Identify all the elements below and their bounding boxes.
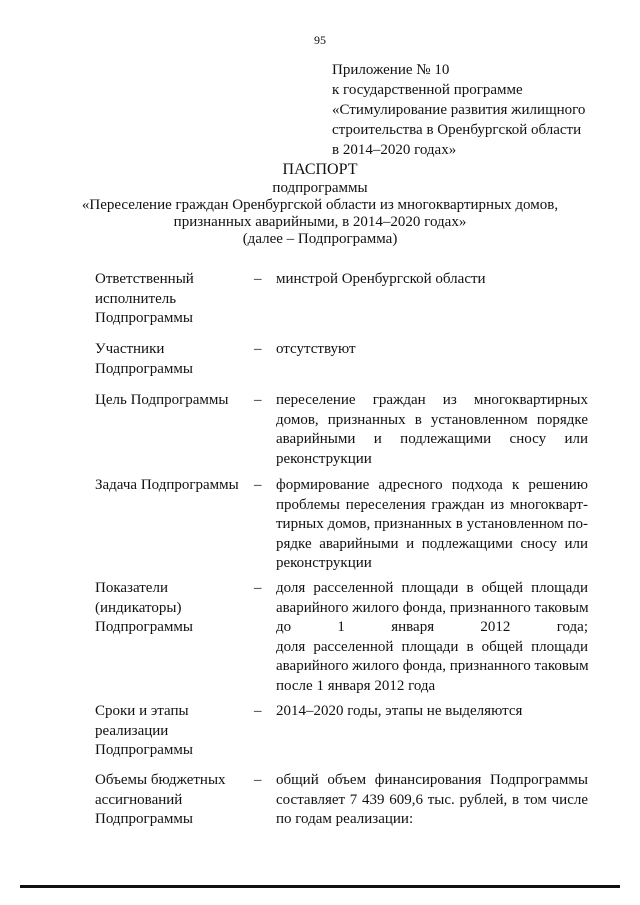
row-value-line: по годам реализации: xyxy=(276,811,414,827)
row-value-line: до 1 января 2012 года; xyxy=(276,619,588,635)
row-label-line: Подпрограммы xyxy=(95,310,193,326)
appendix-line: к государственной программе xyxy=(332,82,523,98)
title-block xyxy=(0,160,640,248)
row-label xyxy=(95,702,245,761)
row-label-line: Подпрограммы xyxy=(95,811,193,827)
row-label-line: Объемы бюджетных xyxy=(95,772,226,788)
row-label-line: Подпрограммы xyxy=(95,619,193,635)
row-value-line: формирование адресного подхода к решению xyxy=(276,477,588,493)
row-dash: – xyxy=(254,772,262,788)
row-value-line: 2014–2020 годы, этапы не выделяются xyxy=(276,703,523,719)
row-dash: – xyxy=(254,341,262,357)
row-label-line: Подпрограммы xyxy=(95,742,193,758)
row-value-line: переселение граждан из многоквартирных xyxy=(276,392,588,408)
subprogram-name-line: признанных аварийными, в 2014–2020 годах» xyxy=(173,214,467,230)
row-label xyxy=(95,270,245,329)
document-title: ПАСПОРТ xyxy=(282,161,358,178)
row-dash: – xyxy=(254,580,262,596)
row-value-line: общий объем финансирования Подпрограммы xyxy=(276,772,588,788)
row-dash: – xyxy=(254,703,262,719)
row-label xyxy=(95,771,245,830)
row-value xyxy=(276,340,588,360)
row-value-line: после 1 января 2012 года xyxy=(276,677,436,694)
row-value-line: домов, признанных в установленном порядке xyxy=(276,411,588,428)
page-number: 95 xyxy=(314,33,326,47)
row-value xyxy=(276,579,588,696)
row-label-line: Показатели xyxy=(95,580,168,596)
row-dash: – xyxy=(254,477,262,493)
appendix-line: «Стимулирование развития жилищного xyxy=(332,102,586,118)
row-value xyxy=(276,476,588,574)
row-label-line: Подпрограммы xyxy=(95,360,193,377)
row-value xyxy=(276,771,588,830)
row-value-line: доля расселенной площади в общей площади xyxy=(276,580,588,596)
row-value xyxy=(276,391,588,469)
bottom-divider xyxy=(20,885,620,888)
row-value-line: рядке аварийными и подлежащими сносу или xyxy=(276,535,588,552)
row-value-line: составляет 7 439 609,6 тыс. рублей, в том числе xyxy=(276,791,588,808)
row-label xyxy=(95,391,245,411)
row-value-line: минстрой Оренбургской области xyxy=(276,271,486,287)
subprogram-short-name: (далее – Подпрограмма) xyxy=(242,231,398,247)
row-dash: – xyxy=(254,271,262,287)
row-value-line: доля расселенной площади в общей площади xyxy=(276,638,588,655)
row-label xyxy=(95,476,245,496)
row-value xyxy=(276,702,588,722)
row-dash: – xyxy=(254,392,262,408)
appendix-line: Приложение № 10 xyxy=(332,62,450,78)
appendix-note xyxy=(332,60,585,160)
row-value-line: тирных домов, признанных в установленном по- xyxy=(276,516,588,532)
row-value-line: реконструкции xyxy=(276,450,372,467)
row-label-line: (индикаторы) xyxy=(95,599,182,616)
row-label-line: Цель Подпрограммы xyxy=(95,392,229,408)
row-value-line: проблемы переселения граждан из многокварт- xyxy=(276,496,588,513)
row-label-line: ассигнований xyxy=(95,791,183,808)
row-label xyxy=(95,579,245,638)
row-value-line: аварийными и подлежащими сносу или xyxy=(276,431,588,447)
appendix-line: в 2014–2020 годах» xyxy=(332,142,457,158)
row-label-line: реализации xyxy=(95,722,169,739)
document-subtitle: подпрограммы xyxy=(272,180,368,196)
row-value xyxy=(276,270,588,290)
row-label-line: Задача Подпрограммы xyxy=(95,477,239,493)
row-value-line: аварийного жилого фонда, признанного таковым xyxy=(276,658,589,674)
row-label-line: исполнитель xyxy=(95,290,177,307)
appendix-line: строительства в Оренбургской области xyxy=(332,122,582,138)
row-value-line: отсутствуют xyxy=(276,341,356,357)
subprogram-name-line: «Переселение граждан Оренбургской области из многоквартирных домов, xyxy=(81,197,559,213)
row-value-line: реконструкции xyxy=(276,555,372,571)
row-label-line: Сроки и этапы xyxy=(95,703,189,719)
row-label-line: Участники xyxy=(95,341,165,357)
row-label-line: Ответственный xyxy=(95,271,194,287)
row-value-line: аварийного жилого фонда, признанного таковым xyxy=(276,599,589,616)
row-label xyxy=(95,340,245,379)
